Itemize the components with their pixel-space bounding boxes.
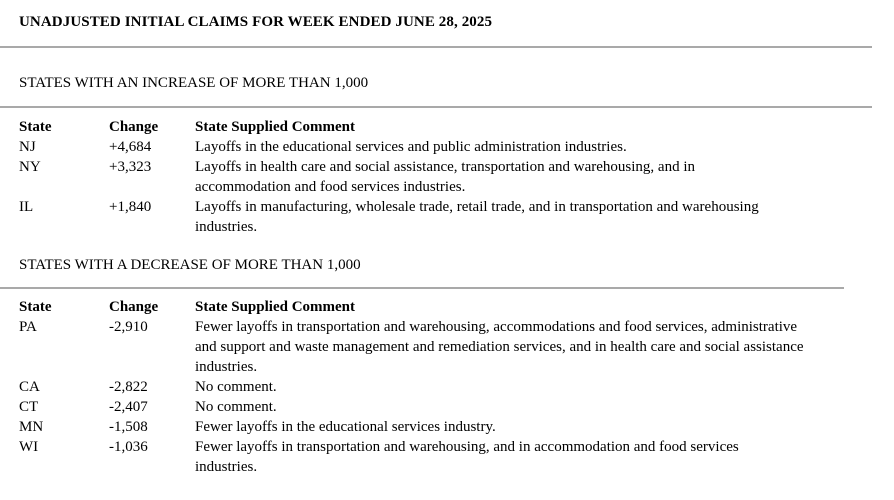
state-cell: NJ (19, 139, 36, 155)
state-cell: CT (19, 399, 39, 415)
increase-divider (0, 106, 872, 108)
page-title: UNADJUSTED INITIAL CLAIMS FOR WEEK ENDED JUNE 28, 2025 (19, 14, 493, 30)
table-row (19, 137, 825, 157)
comment-column-header: State Supplied Comment (195, 119, 356, 135)
change-column-header: Change (109, 299, 159, 315)
table-row (19, 417, 825, 437)
state-cell: MN (19, 419, 44, 435)
comment-cell: No comment. (195, 399, 277, 415)
comment-cell: No comment. (195, 379, 277, 395)
decrease-header-row (19, 297, 825, 317)
comment-cell (195, 197, 825, 237)
comment-cell: Fewer layoffs in the educational services industry. (195, 419, 496, 435)
comment-text: Layoffs in manufacturing, wholesale trade, retail trade, and in transportation and warehousing industries. (195, 199, 759, 235)
state-column-header: State (19, 299, 52, 315)
state-cell: PA (19, 319, 37, 335)
state-cell: WI (19, 439, 39, 455)
decrease-heading: STATES WITH A DECREASE OF MORE THAN 1,000 (19, 257, 361, 273)
decrease-table (19, 297, 825, 477)
change-cell: +1,840 (109, 199, 152, 215)
comment-text: Layoffs in health care and social assistance, transportation and warehousing, and in accommodation and food services industries. (195, 159, 695, 195)
comment-text: Layoffs in the educational services and public administration industries. (195, 139, 627, 155)
decrease-divider (0, 287, 844, 289)
table-row (19, 377, 825, 397)
comment-cell (195, 157, 825, 197)
table-row (19, 317, 825, 377)
state-cell: NY (19, 159, 41, 175)
state-cell: CA (19, 379, 40, 395)
table-row (19, 197, 825, 237)
state-cell: IL (19, 199, 34, 215)
state-column-header: State (19, 119, 52, 135)
increase-heading: STATES WITH AN INCREASE OF MORE THAN 1,000 (19, 75, 369, 91)
change-cell: -1,508 (109, 419, 148, 435)
increase-header-row (19, 117, 825, 137)
table-row (19, 437, 825, 477)
change-column-header: Change (109, 119, 159, 135)
table-row (19, 157, 825, 197)
change-cell: +3,323 (109, 159, 152, 175)
comment-cell (195, 317, 825, 377)
increase-table (19, 117, 825, 237)
change-cell: -2,407 (109, 399, 148, 415)
title-divider (0, 46, 872, 48)
table-row (19, 397, 825, 417)
comment-cell (195, 437, 825, 477)
change-cell: -1,036 (109, 439, 148, 455)
comment-cell (195, 137, 825, 157)
change-cell: -2,822 (109, 379, 148, 395)
change-cell: -2,910 (109, 319, 148, 335)
comment-text: Fewer layoffs in transportation and warehousing, accommodations and food services, administrative and support and waste management and remediation services, and in health care and social assistance industries. (195, 319, 804, 375)
comment-text: Fewer layoffs in transportation and warehousing, and in accommodation and food services industries. (195, 439, 739, 475)
change-cell: +4,684 (109, 139, 152, 155)
comment-column-header: State Supplied Comment (195, 299, 356, 315)
